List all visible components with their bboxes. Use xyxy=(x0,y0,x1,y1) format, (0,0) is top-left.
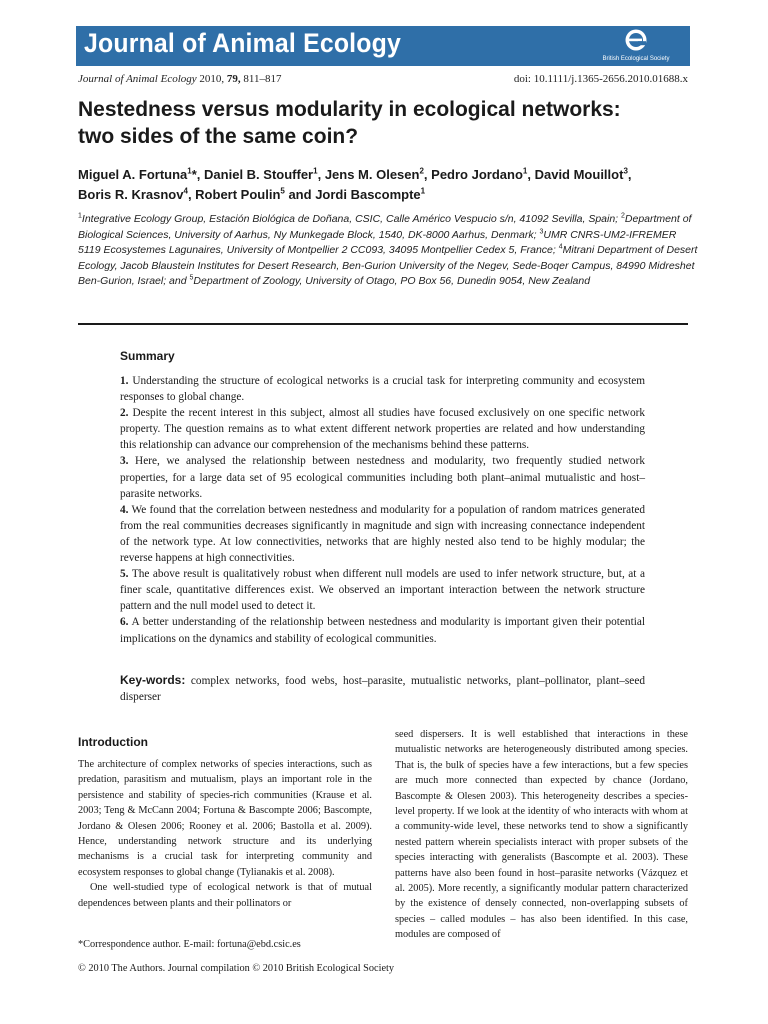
author-affiliation: 1 xyxy=(522,166,528,176)
introduction-right-column xyxy=(395,727,688,943)
summary-point xyxy=(120,614,645,646)
author-name: Jordi Bascompte xyxy=(315,187,421,202)
citation-volume: 79, xyxy=(226,73,241,85)
title-line-2: two sides of the same coin? xyxy=(78,125,359,148)
author-name: Daniel B. Stouffer xyxy=(204,167,314,182)
author-name: Jens M. Olesen xyxy=(324,167,420,182)
author-name: Miguel A. Fortuna xyxy=(78,167,188,182)
summary-point xyxy=(120,502,645,566)
summary-point-number: 2. xyxy=(120,407,129,420)
affiliation-number: 5 xyxy=(189,274,194,282)
summary-point-number: 1. xyxy=(120,375,129,387)
summary-point-number: 6. xyxy=(120,616,129,629)
citation-line xyxy=(78,73,282,85)
affiliation-number: 1 xyxy=(78,212,82,220)
author-affiliation: 1 xyxy=(187,166,192,176)
author-list xyxy=(78,165,698,205)
keywords-text: complex networks, food webs, host–parasite, mutualistic networks, plant–pollinator, plant–seed disperser xyxy=(120,675,645,704)
introduction-paragraph: seed dispersers. It is well established that interactions in these mutualistic networks are heterogeneously distributed among species. That is, the bulk of species have a few interactions, but a few species are much more connected than expected by chance (Jordano, Bascompte & Olesen 2003). This heterogeneity describes a species-level property. If we look at the identity of who interacts with whom at a community-wide level, these networks tend to show a significantly nested pattern wherein specialists interact with proper subsets of the species interacting with generalists (Bascompte et al. 2003). These patterns have also been found in host–parasite networks (Vázquez et al. 2005). More recently, a significantly modular pattern characterized by the existence of densely connected, non-overlapping subsets of species – called modules – has also been identified. In this case, modules are composed of xyxy=(395,729,688,941)
affiliations xyxy=(78,212,698,290)
summary-point xyxy=(120,566,645,614)
author-separator: and xyxy=(284,187,316,202)
summary-point-text: The above result is qualitatively robust when different null models are used to infer network structure, but, at a finer scale, quantitative differences exist. We observed an important interaction between the network structure pattern and the null model used to detect it. xyxy=(120,568,645,613)
copyright-line: © 2010 The Authors. Journal compilation © 2010 British Ecological Society xyxy=(78,963,395,974)
summary-point-text: Here, we analysed the relationship between nestedness and modularity, two frequently studied network properties, for a large data set of 95 ecological communities including both plant–animal mutualistic and host–parasite networks. xyxy=(120,455,645,500)
summary-point-number: 3. xyxy=(120,455,129,468)
affiliation-number: 2 xyxy=(621,212,625,220)
author-name: Robert Poulin xyxy=(195,187,281,202)
introduction-left-column xyxy=(78,757,372,911)
keywords xyxy=(120,672,645,705)
title-line-1: Nestedness versus modularity in ecological networks: xyxy=(78,98,621,121)
author-affiliation: 2 xyxy=(419,166,424,176)
citation-year: 2010, xyxy=(199,73,225,85)
author-affiliation: 3 xyxy=(623,166,628,176)
summary-point-text: Understanding the structure of ecological networks is a crucial task for interpreting community and ecosystem responses to global change. xyxy=(120,375,646,404)
doi[interactable]: doi: 10.1111/j.1365-2656.2010.01688.x xyxy=(513,73,688,85)
affiliation-text: Integrative Ecology Group, Estación Biológica de Doñana, CSIC, Calle Américo Vespucio s/n, 41092 Sevilla, Spain; xyxy=(81,213,619,225)
summary-point-text: A better understanding of the relationship between nestedness and modularity is important given their potential implications on the dynamics and stability of ecological communities. xyxy=(120,616,645,645)
introduction-heading: Introduction xyxy=(78,735,148,749)
affiliation-text: Department of Zoology, University of Otago, PO Box 56, Dunedin 9054, New Zealand xyxy=(193,275,591,287)
affiliation-text: Department of Biological Sciences, University of Aarhus, Ny Munkegade Block, 1540, DK-8000 Aarhus, Denmark; xyxy=(78,213,692,241)
summary-heading: Summary xyxy=(120,349,175,363)
summary-point-number: 5. xyxy=(120,568,129,581)
author-name: Pedro Jordano xyxy=(431,167,523,182)
author-affiliation: 5 xyxy=(280,186,285,196)
summary-point-text: Despite the recent interest in this subject, almost all studies have focused exclusively on one specific network property. The question remains as to what extent different network properties are related and how understanding this relationship can advance our comprehension of the mechanisms behind these patterns. xyxy=(120,407,645,452)
header-divider xyxy=(78,323,688,325)
summary-point xyxy=(120,405,645,453)
society-logo xyxy=(594,28,678,64)
author-separator: *, xyxy=(191,167,205,182)
summary-body xyxy=(120,373,645,647)
summary-point xyxy=(120,373,645,405)
keywords-label: Key-words: xyxy=(120,673,186,687)
summary-point-text: We found that the correlation between nestedness and modularity for a population of random matrices generated from the real communities decreases significantly in magnitude and sign with increasing connectance independent of the network type. At low connectivities, networks that are highly nested also tend to be highly modular; the reverse happens at high connectivities. xyxy=(120,503,645,565)
author-separator: , xyxy=(527,167,535,182)
society-logo-icon xyxy=(624,28,648,52)
journal-name: Journal of Animal Ecology xyxy=(84,28,401,58)
citation-journal: Journal of Animal Ecology xyxy=(78,73,197,85)
author-affiliation: 1 xyxy=(420,186,426,196)
author-separator: , xyxy=(187,187,196,202)
summary-point-number: 4. xyxy=(120,503,129,516)
journal-banner xyxy=(76,26,690,66)
author-name: David Mouillot xyxy=(534,167,624,182)
introduction-paragraph: The architecture of complex networks of species interactions, such as predation, parasitism and mutualism, plays an important role in the persistence and stability of species-rich communities (Krause et al. 2003; Teng & McCann 2004; Fortuna & Bascompte 2006; Bascompte, Jordano & Olesen 2006; Rooney et al. 2006; Bastolla et al. 2009). Hence, understanding network structure and its underlying mechanisms is a crucial task for interpreting community and ecosystem responses to global change (Tylianakis et al. 2008). xyxy=(78,759,372,878)
summary-point xyxy=(120,453,645,501)
affiliation-number: 4 xyxy=(558,243,563,251)
affiliation-text: Mitrani Department of Desert Ecology, Jacob Blaustein Institutes for Desert Research, Ben-Gurion University of the Negev, Sede-Boqer Campus, 84990 Midreshet Ben-Gurion, Israel; and xyxy=(78,244,698,287)
article-title xyxy=(78,96,698,150)
affiliation-text: UMR CNRS-UM2-IFREMER 5119 Ecosystemes Lagunaires, University of Montpellier 2 CC093, 34095 Montpellier Cedex 5, France; xyxy=(78,228,677,256)
author-separator: , xyxy=(423,167,432,182)
society-name: British Ecological Society xyxy=(602,56,670,62)
correspondence-note: *Correspondence author. E-mail: fortuna@ebd.csic.es xyxy=(78,939,301,950)
introduction-paragraph: One well-studied type of ecological network is that of mutual dependences between plants and their pollinators or xyxy=(78,882,372,909)
author-affiliation: 4 xyxy=(183,186,188,196)
author-name: Boris R. Krasnov xyxy=(78,187,184,202)
author-separator: , xyxy=(627,167,632,182)
author-separator: , xyxy=(317,167,325,182)
citation-pages: 811–817 xyxy=(243,73,282,85)
affiliation-number: 3 xyxy=(539,228,544,235)
author-affiliation: 1 xyxy=(313,166,318,176)
